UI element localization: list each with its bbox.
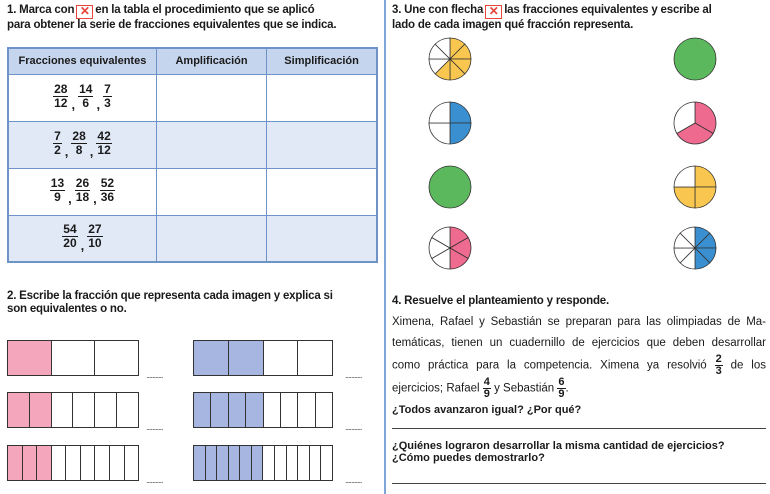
answer-dots[interactable]: ........... — [146, 475, 163, 485]
bar-segment — [30, 393, 52, 427]
fraction-numerator: 28 — [54, 81, 68, 96]
fraction-series-cell — [8, 215, 156, 262]
q3-title-part-c: lado de cada imagen qué fracción representa. — [392, 19, 634, 31]
separator: , — [64, 144, 69, 160]
header-fracciones: Fracciones equivalentes — [8, 48, 156, 74]
fraction — [53, 130, 62, 157]
fractions-table — [7, 47, 378, 263]
fraction-series-cell — [8, 121, 156, 168]
fraction-numerator: 26 — [75, 175, 90, 190]
bar-segment — [298, 341, 332, 375]
fraction-numerator: 7 — [54, 128, 61, 143]
amplificacion-cell[interactable] — [156, 168, 266, 215]
fraction-denominator: 2 — [54, 142, 61, 157]
bar-segment — [95, 446, 110, 480]
answer-dots[interactable]: ........... — [146, 370, 163, 380]
fraction-series-cell — [8, 168, 156, 215]
problem-text-2: de los ejercicios; Rafael — [392, 359, 767, 395]
fraction — [50, 177, 65, 204]
circle-sector — [450, 123, 471, 144]
cross-mark-icon — [485, 5, 502, 19]
fraction-denominator: 20 — [63, 236, 77, 251]
fraction-numerator: 42 — [97, 128, 111, 143]
fraction-numerator: 13 — [50, 175, 65, 190]
fraction-denominator: 9 — [558, 388, 565, 400]
fraction-circle — [673, 37, 717, 81]
separator: , — [93, 191, 97, 207]
circle-sector — [674, 166, 695, 187]
bar-segment — [73, 393, 95, 427]
fraction-denominator: 9 — [54, 189, 61, 204]
amplificacion-cell[interactable] — [156, 121, 266, 168]
bar-segment — [298, 393, 315, 427]
fraction-denominator: 12 — [54, 95, 68, 110]
fraction-numerator: 6 — [558, 376, 565, 388]
q1-title — [7, 4, 383, 32]
fraction-denominator: 36 — [100, 189, 115, 204]
simplificacion-cell[interactable] — [267, 74, 377, 121]
bar-segment — [275, 446, 287, 480]
fraction-circle — [428, 37, 472, 81]
fraction-numerator: 14 — [79, 81, 93, 96]
column-divider — [384, 0, 386, 494]
amplificacion-cell[interactable] — [156, 215, 266, 262]
q2-title — [7, 290, 383, 316]
table-row — [8, 215, 377, 262]
answer-line-a[interactable] — [392, 428, 766, 429]
bar-segment — [52, 446, 67, 480]
simplificacion-cell[interactable] — [267, 121, 377, 168]
q1-title-part-c: para obtener la serie de fracciones equivalentes que se indica. — [7, 19, 337, 31]
fraction-denominator: 12 — [97, 142, 111, 157]
bar-segment — [211, 393, 228, 427]
circle-sector — [674, 38, 716, 80]
fraction-circle — [428, 226, 472, 270]
fraction-numerator: 52 — [100, 175, 115, 190]
bar-segment — [8, 393, 30, 427]
fraction-numerator: 2 — [715, 353, 722, 365]
bar-segment — [281, 393, 298, 427]
circle-sector — [429, 123, 450, 144]
bar-segment — [252, 446, 264, 480]
separator: , — [80, 238, 85, 254]
fraction-circle — [673, 101, 717, 145]
bar-segment — [264, 341, 299, 375]
fraction-series-cell — [8, 74, 156, 121]
header-simplificacion: Simplificación — [267, 48, 377, 74]
fraction-denominator: 6 — [82, 95, 90, 110]
fraction-bar — [193, 340, 333, 376]
answer-line-b[interactable] — [392, 483, 766, 484]
fraction-numerator: 4 — [483, 376, 490, 388]
fraction — [96, 130, 111, 157]
question-b-line-2: ¿Cómo puedes demostrarlo? — [392, 452, 545, 464]
fraction — [53, 83, 68, 110]
bar-segment — [264, 393, 281, 427]
fraction — [100, 177, 115, 204]
q2-title-line-1: 2. Escribe la fracción que representa cada imagen y explica si — [7, 290, 333, 302]
fraction-denominator: 9 — [483, 388, 490, 400]
separator: , — [89, 144, 94, 160]
fraction — [87, 223, 102, 250]
fraction-denominator: 3 — [104, 95, 111, 110]
fraction — [103, 83, 112, 110]
answer-dots[interactable]: ........... — [345, 475, 362, 485]
fraction — [75, 177, 90, 204]
bar-segment — [52, 393, 74, 427]
bar-segment — [23, 446, 38, 480]
bar-segment — [246, 393, 263, 427]
circle-sector — [674, 187, 695, 208]
fraction-numerator: 54 — [63, 222, 77, 237]
q1-title-part-a: 1. Marca con — [7, 4, 75, 16]
circle-sector — [695, 187, 716, 208]
bar-segment — [229, 446, 241, 480]
bar-segment — [81, 446, 96, 480]
bar-segment — [229, 341, 264, 375]
bar-segment — [194, 341, 229, 375]
question-b — [392, 440, 766, 464]
cross-mark-icon — [76, 5, 93, 19]
bar-segment — [240, 446, 252, 480]
bar-segment — [206, 446, 218, 480]
problem-text-4: . — [565, 382, 569, 395]
circle-sector — [695, 166, 716, 187]
fraction-rafael — [483, 377, 491, 400]
bar-segment — [66, 446, 81, 480]
bar-segment — [8, 446, 23, 480]
answer-dots[interactable]: ........... — [345, 370, 362, 380]
fraction-numerator: 27 — [88, 222, 102, 237]
bar-segment — [95, 341, 138, 375]
fraction-denominator: 8 — [75, 142, 83, 157]
answer-dots[interactable]: ........... — [345, 422, 362, 432]
table-row — [8, 74, 377, 121]
q1-title-part-b: en la tabla el procedimiento que se aplicó — [95, 4, 315, 16]
fraction-denominator: 10 — [88, 236, 102, 251]
table-header-row — [8, 48, 377, 74]
fraction-bar — [7, 392, 139, 428]
bar-segment — [8, 341, 52, 375]
fraction-bar — [193, 392, 333, 428]
bar-segment — [125, 446, 139, 480]
fraction — [78, 83, 93, 110]
fraction-circle — [673, 226, 717, 270]
q3-title-part-a: 3. Une con flecha — [392, 4, 484, 16]
bar-segment — [321, 446, 332, 480]
bar-segment — [310, 446, 322, 480]
q4-title: 4. Resuelve el planteamiento y responde. — [392, 295, 609, 307]
question-b-line-1: ¿Quiénes lograron desarrollar la misma cantidad de ejercicios? — [392, 440, 725, 452]
bar-segment — [95, 393, 117, 427]
bar-segment — [316, 393, 332, 427]
bar-segment — [194, 393, 211, 427]
bar-segment — [263, 446, 275, 480]
q2-title-line-2: son equivalentes o no. — [7, 303, 127, 315]
fraction-numerator: 7 — [104, 81, 111, 96]
bar-segment — [52, 341, 96, 375]
simplificacion-cell[interactable] — [267, 168, 377, 215]
circle-sector — [429, 102, 450, 123]
fraction-bar — [193, 445, 333, 481]
fraction — [62, 223, 77, 250]
bar-segment — [194, 446, 206, 480]
table-row — [8, 168, 377, 215]
simplificacion-cell[interactable] — [267, 215, 377, 262]
q3-title — [392, 4, 768, 32]
separator: , — [71, 97, 76, 113]
answer-dots[interactable]: ........... — [146, 422, 163, 432]
circle-sector — [450, 102, 471, 123]
bar-segment — [37, 446, 52, 480]
circle-sector — [429, 166, 471, 208]
bar-segment — [287, 446, 299, 480]
problem-text-3: y Sebastián — [494, 382, 555, 395]
fraction-denominator: 3 — [715, 365, 722, 377]
problem-statement — [392, 312, 766, 400]
bar-segment — [298, 446, 310, 480]
q3-title-part-b: las fracciones equivalentes y escribe al — [504, 4, 712, 16]
fraction-numerator: 28 — [72, 128, 86, 143]
header-amplificacion: Amplificación — [156, 48, 266, 74]
bar-segment — [217, 446, 229, 480]
amplificacion-cell[interactable] — [156, 74, 266, 121]
bar-segment — [117, 393, 138, 427]
fraction-bar — [7, 445, 139, 481]
bar-segment — [110, 446, 125, 480]
fraction-sebastian — [557, 377, 565, 400]
bar-segment — [229, 393, 246, 427]
question-a: ¿Todos avanzaron igual? ¿Por qué? — [392, 404, 582, 416]
separator: , — [68, 191, 72, 207]
problem-text-1: Ximena, Rafael y Sebastián se preparan para las olimpiadas de Ma-temáticas, tienen un cuadernillo de ejercicios que deben desarrollar como práctica para la competencia. Ximena ya resolvió — [392, 316, 766, 372]
fraction-bar — [7, 340, 139, 376]
table-row — [8, 121, 377, 168]
fraction-circle — [428, 101, 472, 145]
fraction — [71, 130, 86, 157]
fraction-ximena — [715, 354, 723, 377]
fraction-denominator: 18 — [75, 189, 90, 204]
fraction-circle — [673, 165, 717, 209]
separator: , — [96, 97, 101, 113]
fraction-circle — [428, 165, 472, 209]
